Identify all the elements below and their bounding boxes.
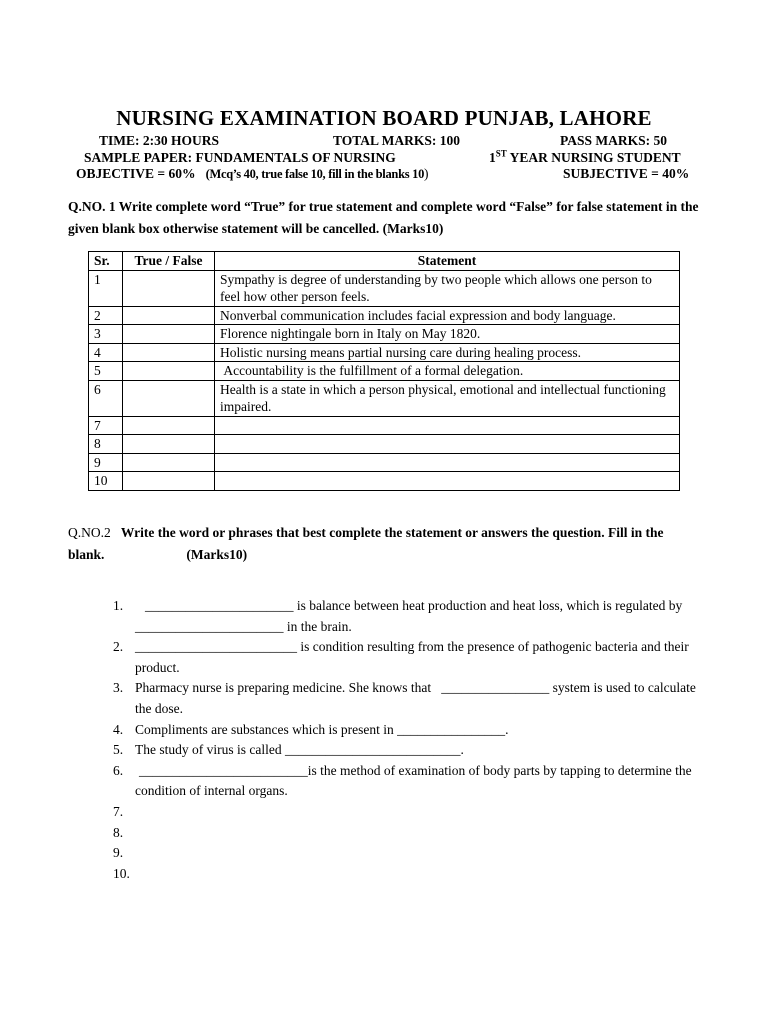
- true-false-answer-box[interactable]: [123, 453, 215, 472]
- list-item: [113, 720, 705, 741]
- year-number: 1: [489, 150, 496, 165]
- header-sr: Sr.: [89, 252, 123, 271]
- row-statement: [215, 472, 680, 491]
- row-sr: 2: [89, 306, 123, 325]
- table-row: [89, 270, 680, 306]
- total-marks: TOTAL MARKS: 100: [333, 133, 461, 148]
- item-text[interactable]: The study of virus is called __________________________.: [135, 742, 464, 758]
- year-superscript: ST: [495, 148, 507, 159]
- objective-close-paren: ): [424, 166, 429, 181]
- subjective-percent: SUBJECTIVE = 40%: [563, 166, 690, 181]
- question-1-instructions: Q.NO. 1 Write complete word “True” for true statement and complete word “False” for false statement in the given blank box otherwise statement will be cancelled. (Marks10): [68, 199, 699, 236]
- list-item: [113, 802, 705, 823]
- item-number: 8.: [113, 824, 124, 840]
- row-statement: Holistic nursing means partial nursing care during healing process.: [215, 343, 680, 362]
- exam-board-title: NURSING EXAMINATION BOARD PUNJAB, LAHORE: [116, 106, 652, 130]
- table-row: [89, 325, 680, 344]
- row-sr: 9: [89, 453, 123, 472]
- item-number: 3.: [113, 680, 124, 696]
- row-sr: 5: [89, 362, 123, 381]
- exam-time: TIME: 2:30 HOURS: [99, 133, 220, 148]
- year-text: YEAR NURSING STUDENT: [506, 150, 681, 165]
- true-false-answer-box[interactable]: [123, 435, 215, 454]
- true-false-table: [88, 251, 680, 491]
- list-item: [113, 864, 705, 885]
- row-statement: Health is a state in which a person physical, emotional and intellectual functioning impaired.: [215, 380, 680, 416]
- question-2-instructions: [68, 522, 700, 566]
- item-number: 4.: [113, 721, 124, 737]
- row-statement: [215, 453, 680, 472]
- true-false-answer-box[interactable]: [123, 416, 215, 435]
- row-sr: 3: [89, 325, 123, 344]
- question-2-text: Write the word or phrases that best complete the statement or answers the question. Fill in the blank.: [68, 525, 664, 562]
- list-item: [113, 637, 705, 678]
- item-number: 7.: [113, 803, 124, 819]
- true-false-answer-box[interactable]: [123, 306, 215, 325]
- true-false-answer-box[interactable]: [123, 380, 215, 416]
- list-item: [113, 843, 705, 864]
- true-false-answer-box[interactable]: [123, 472, 215, 491]
- list-item: [113, 740, 705, 761]
- row-statement: [215, 435, 680, 454]
- item-number: 1.: [113, 598, 124, 613]
- item-text[interactable]: Pharmacy nurse is preparing medicine. She knows that ________________ system is used to calculate the dose.: [135, 680, 700, 716]
- row-sr: 10: [89, 472, 123, 491]
- table-row: [89, 380, 680, 416]
- table-row: [89, 472, 680, 491]
- student-year: [489, 150, 681, 166]
- list-item: [113, 678, 705, 719]
- true-false-answer-box[interactable]: [123, 362, 215, 381]
- sample-paper-subject: SAMPLE PAPER: FUNDAMENTALS OF NURSING: [84, 150, 396, 165]
- table-row: [89, 306, 680, 325]
- row-statement: Sympathy is degree of understanding by two people which allows one person to feel how other person feels.: [215, 270, 680, 306]
- true-false-answer-box[interactable]: [123, 343, 215, 362]
- row-sr: 7: [89, 416, 123, 435]
- item-text[interactable]: ________________________ is condition resulting from the presence of pathogenic bacteria and their product.: [135, 639, 689, 675]
- header-true-false: True / False: [123, 252, 215, 271]
- header-statement: Statement: [215, 252, 680, 271]
- row-sr: 4: [89, 343, 123, 362]
- table-row: [89, 416, 680, 435]
- table-header-row: [89, 252, 680, 271]
- question-2-label: Q.NO.2: [68, 525, 111, 540]
- item-number: 6.: [113, 762, 124, 778]
- item-text[interactable]: ______________________ is balance between heat production and heat loss, which is regulated by ______________________ in the brain.: [135, 598, 683, 634]
- true-false-answer-box[interactable]: [123, 325, 215, 344]
- row-sr: 6: [89, 380, 123, 416]
- fill-in-the-blanks-list: [113, 596, 705, 884]
- row-statement: [215, 416, 680, 435]
- table-row: [89, 453, 680, 472]
- row-sr: 1: [89, 270, 123, 306]
- table-row: [89, 362, 680, 381]
- list-item: [113, 761, 705, 802]
- question-2-marks: (Marks10): [186, 547, 248, 562]
- row-statement: Nonverbal communication includes facial expression and body language.: [215, 306, 680, 325]
- pass-marks: PASS MARKS: 50: [560, 133, 668, 148]
- row-statement: Accountability is the fulfillment of a formal delegation.: [215, 362, 680, 381]
- objective-breakdown: (Mcq’s 40, true false 10, fill in the blanks 10: [205, 167, 425, 181]
- objective-line: [76, 166, 429, 182]
- item-text[interactable]: Compliments are substances which is present in ________________.: [135, 721, 509, 737]
- true-false-answer-box[interactable]: [123, 270, 215, 306]
- list-item: [113, 823, 705, 844]
- objective-percent: OBJECTIVE = 60%: [76, 166, 196, 181]
- item-text[interactable]: _________________________is the method of examination of body parts by tapping to determine the condition of internal organs.: [135, 762, 692, 799]
- table-row: [89, 435, 680, 454]
- row-statement: Florence nightingale born in Italy on May 1820.: [215, 325, 680, 344]
- item-number: 9.: [113, 845, 124, 861]
- row-sr: 8: [89, 435, 123, 454]
- table-row: [89, 343, 680, 362]
- item-number: 2.: [113, 639, 124, 655]
- item-number: 10.: [113, 865, 130, 881]
- item-number: 5.: [113, 742, 124, 758]
- list-item: [113, 596, 705, 637]
